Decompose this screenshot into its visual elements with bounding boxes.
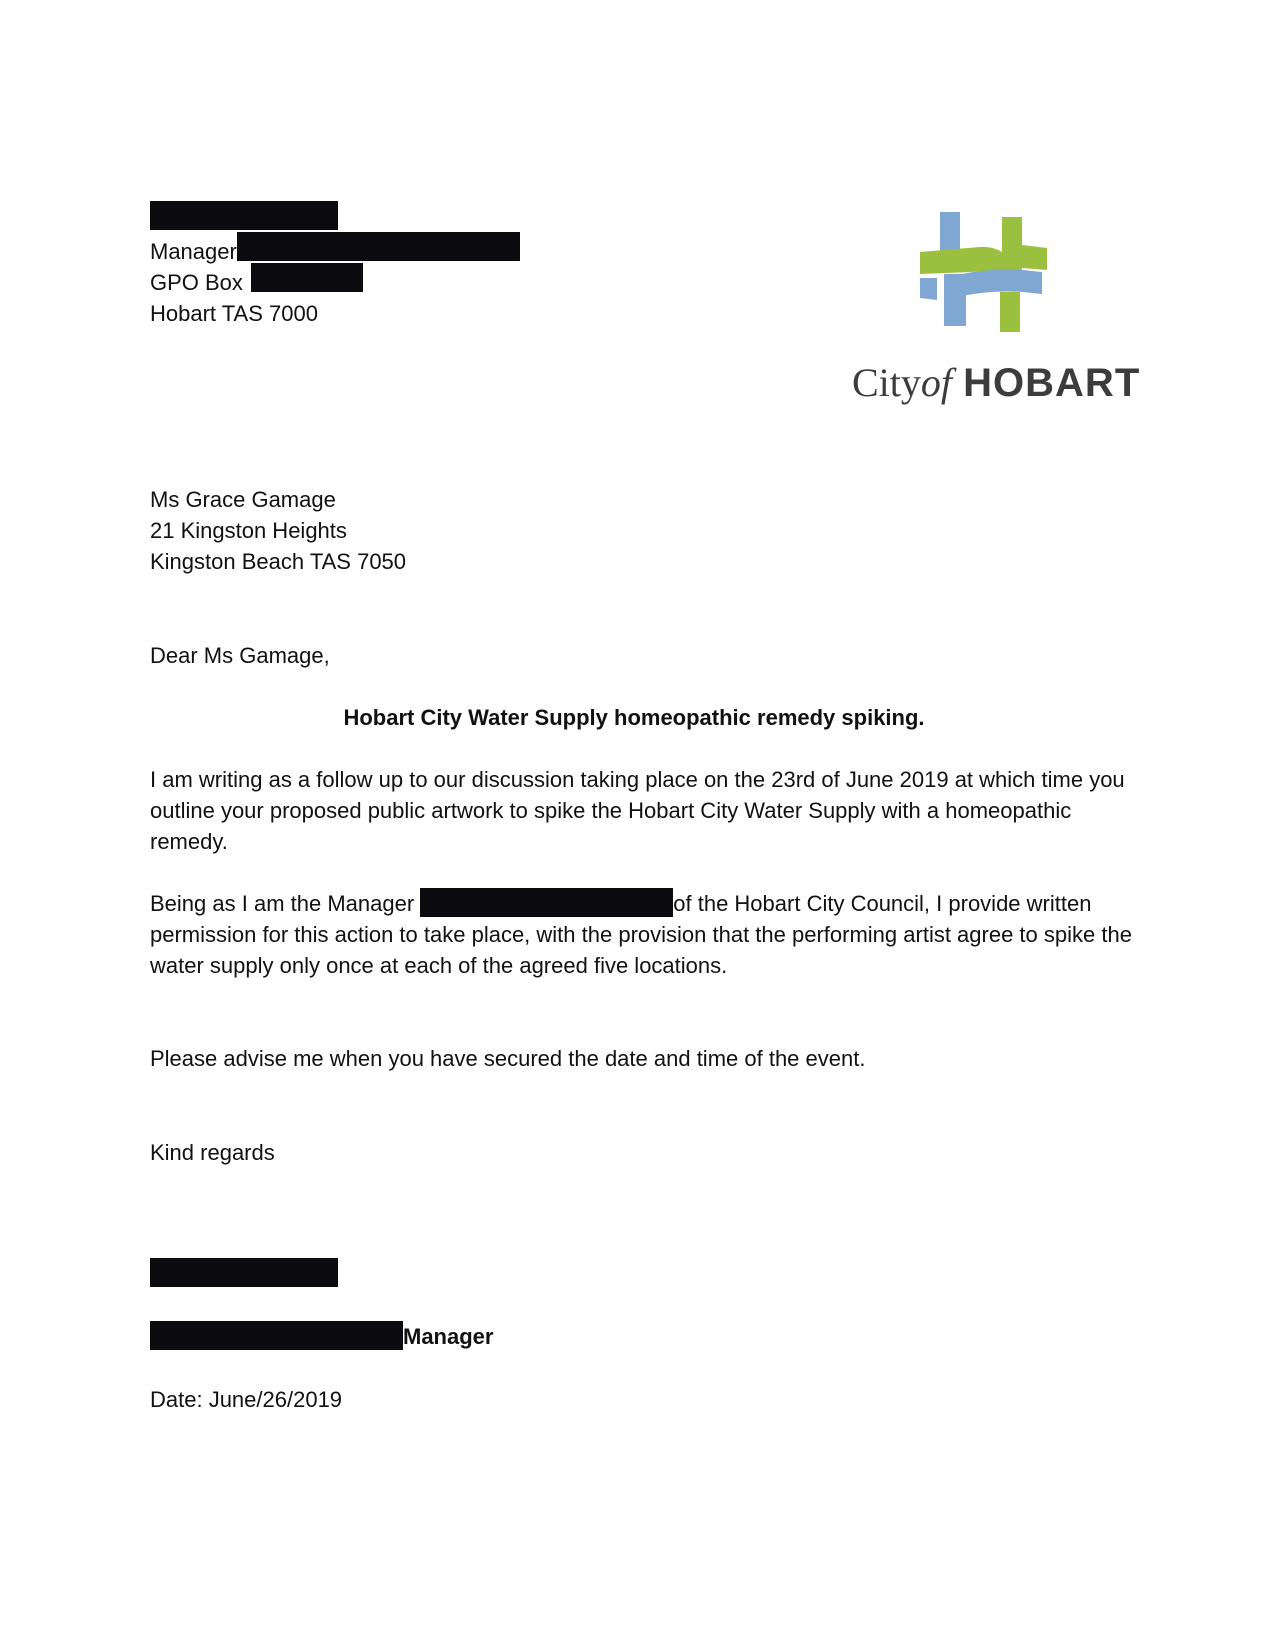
logo-green-bar-bottom [1000,292,1020,332]
signature-manager-label: Manager [403,1324,494,1349]
logo-green-bar-right-top [1002,217,1022,272]
para2-start: Being as I am the Manager [150,891,421,916]
redacted-signature-name [150,1258,338,1287]
logo-green-band-right [1022,245,1047,270]
sender-gpo-line [150,267,520,298]
recipient-name: Ms Grace Gamage [150,487,336,512]
recipient-locality: Kingston Beach TAS 7050 [150,549,407,574]
sender-manager-label: Manager [150,239,237,264]
redacted-signature-department [150,1321,403,1350]
subject-line: Hobart City Water Supply homeopathic remedy spiking. [343,705,925,730]
body-paragraph-2 [150,888,1135,981]
logo-blue-bar-bottom [944,274,966,326]
recipient-street: 21 Kingston Heights [150,518,347,543]
redacted-department-body [420,888,673,917]
sender-address [150,205,520,329]
sender-gpo-label: GPO Box [150,270,243,295]
redacted-gpo-number [251,263,363,292]
body-paragraph-1: I am writing as a follow up to our discussion taking place on the 23rd of June 2019 at which time you outline your proposed public artwork to spike the Hobart City Water Supply with a homeopathic remedy. [150,767,1125,854]
sender-city-line: Hobart TAS 7000 [150,301,318,326]
recipient-address [150,484,406,577]
signature-name [150,1260,338,1291]
logo-word-of: of [920,360,953,405]
salutation: Dear Ms Gamage, [150,643,330,668]
signature-title [150,1321,493,1352]
redacted-department [237,232,520,261]
logo-green-band [920,247,1002,274]
redacted-sender-name [150,201,338,230]
body-paragraph-3: Please advise me when you have secured the date and time of the event. [150,1046,866,1071]
para2-end: of the Hobart City Council, I provide written permission for this action to take place, with the provision that the performing artist agree to spike the water supply only once at each of the agreed five locations. [150,891,1132,978]
logo-wordmark [852,360,1141,406]
closing: Kind regards [150,1140,275,1165]
logo-word-city: City [852,360,921,405]
logo-blue-band-left [920,278,937,300]
letter-date: Date: June/26/2019 [150,1387,343,1412]
logo-word-hobart: HOBART [963,361,1141,405]
